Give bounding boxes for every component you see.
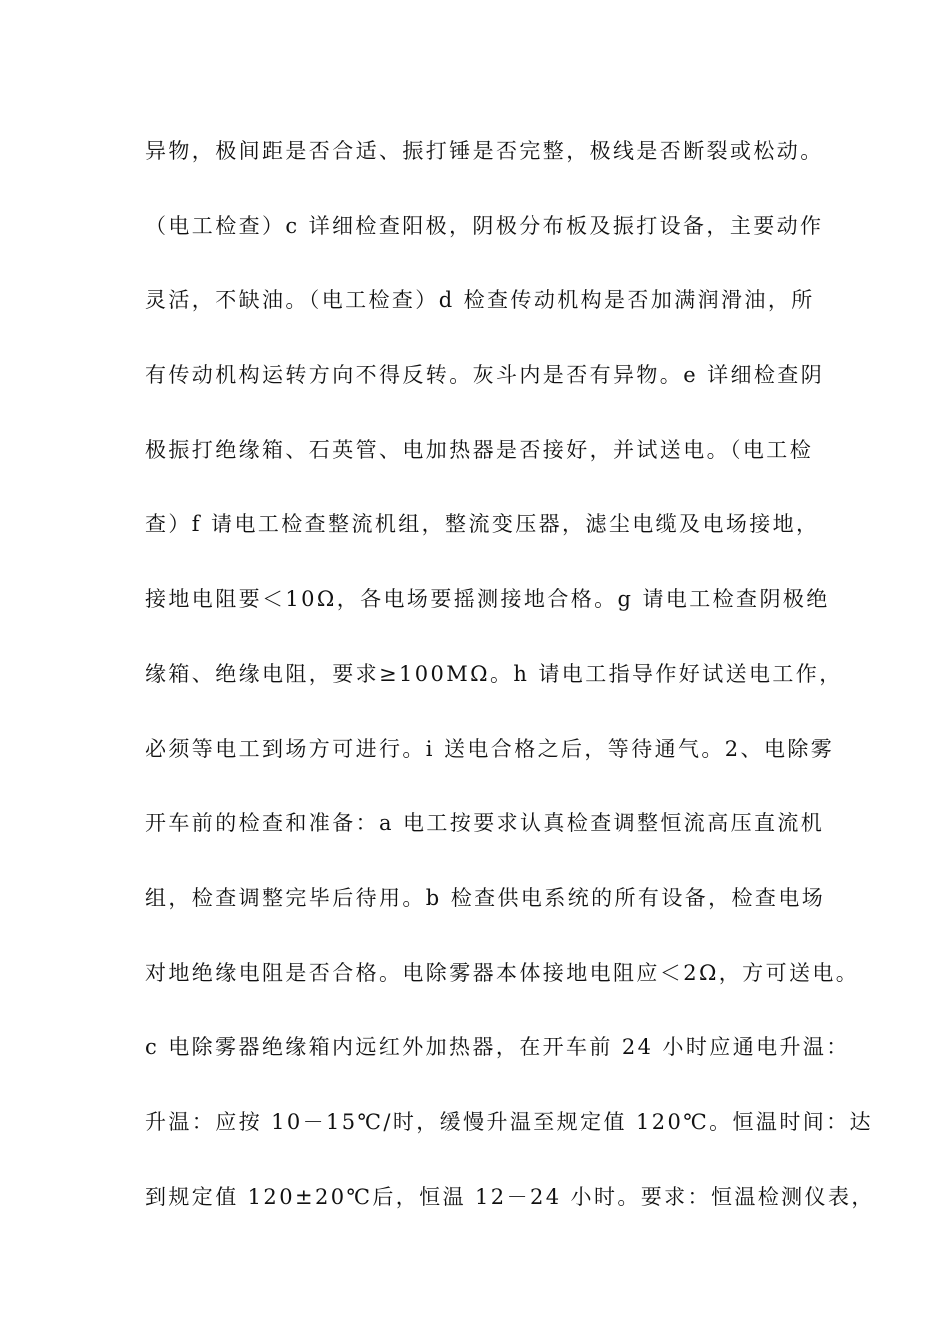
text-line: 极振打绝缘箱、石英管、电加热器是否接好，并试送电。（电工检	[145, 437, 814, 462]
text-line: 异物，极间距是否合适、振打锤是否完整，极线是否断裂或松动。	[145, 139, 824, 163]
text-line: 接地电阻要＜10Ω，各电场要摇测接地合格。g 请电工检查阴极绝	[145, 587, 830, 612]
text-line: 灵活，不缺油。（电工检查）d 检查传动机构是否加满润滑油，所	[145, 288, 815, 313]
text-line: 查）f 请电工检查整流机组，整流变压器，滤尘电缆及电场接地，	[145, 512, 820, 537]
text-line: 升温：应按 10－15℃/时，缓慢升温至规定值 120℃。恒温时间：达	[145, 1109, 873, 1134]
text-line: 开车前的检查和准备：a 电工按要求认真检查调整恒流高压直流机	[145, 811, 825, 836]
text-line: 有传动机构运转方向不得反转。灰斗内是否有异物。e 详细检查阴	[145, 363, 825, 388]
text-line: 到规定值 120±20℃后，恒温 12－24 小时。要求：恒温检测仪表，	[145, 1184, 875, 1209]
text-line: 缘箱、绝缘电阻，要求≥100MΩ。h 请电工指导作好试送电工作，	[145, 661, 843, 686]
text-line: 对地绝缘电阻是否合格。电除雾器本体接地电阻应＜2Ω，方可送电。	[145, 960, 860, 985]
text-line: c 电除雾器绝缘箱内远红外加热器，在开车前 24 小时应通电升温：	[145, 1035, 850, 1060]
text-line: 组，检查调整完毕后待用。b 检查供电系统的所有设备，检查电场	[145, 885, 826, 910]
text-line: （电工检查）c 详细检查阳极，阴极分布板及振打设备，主要动作	[145, 213, 824, 238]
body-text	[145, 131, 875, 1251]
text-line: 必须等电工到场方可进行。i 送电合格之后，等待通气。2、电除雾	[145, 736, 835, 761]
